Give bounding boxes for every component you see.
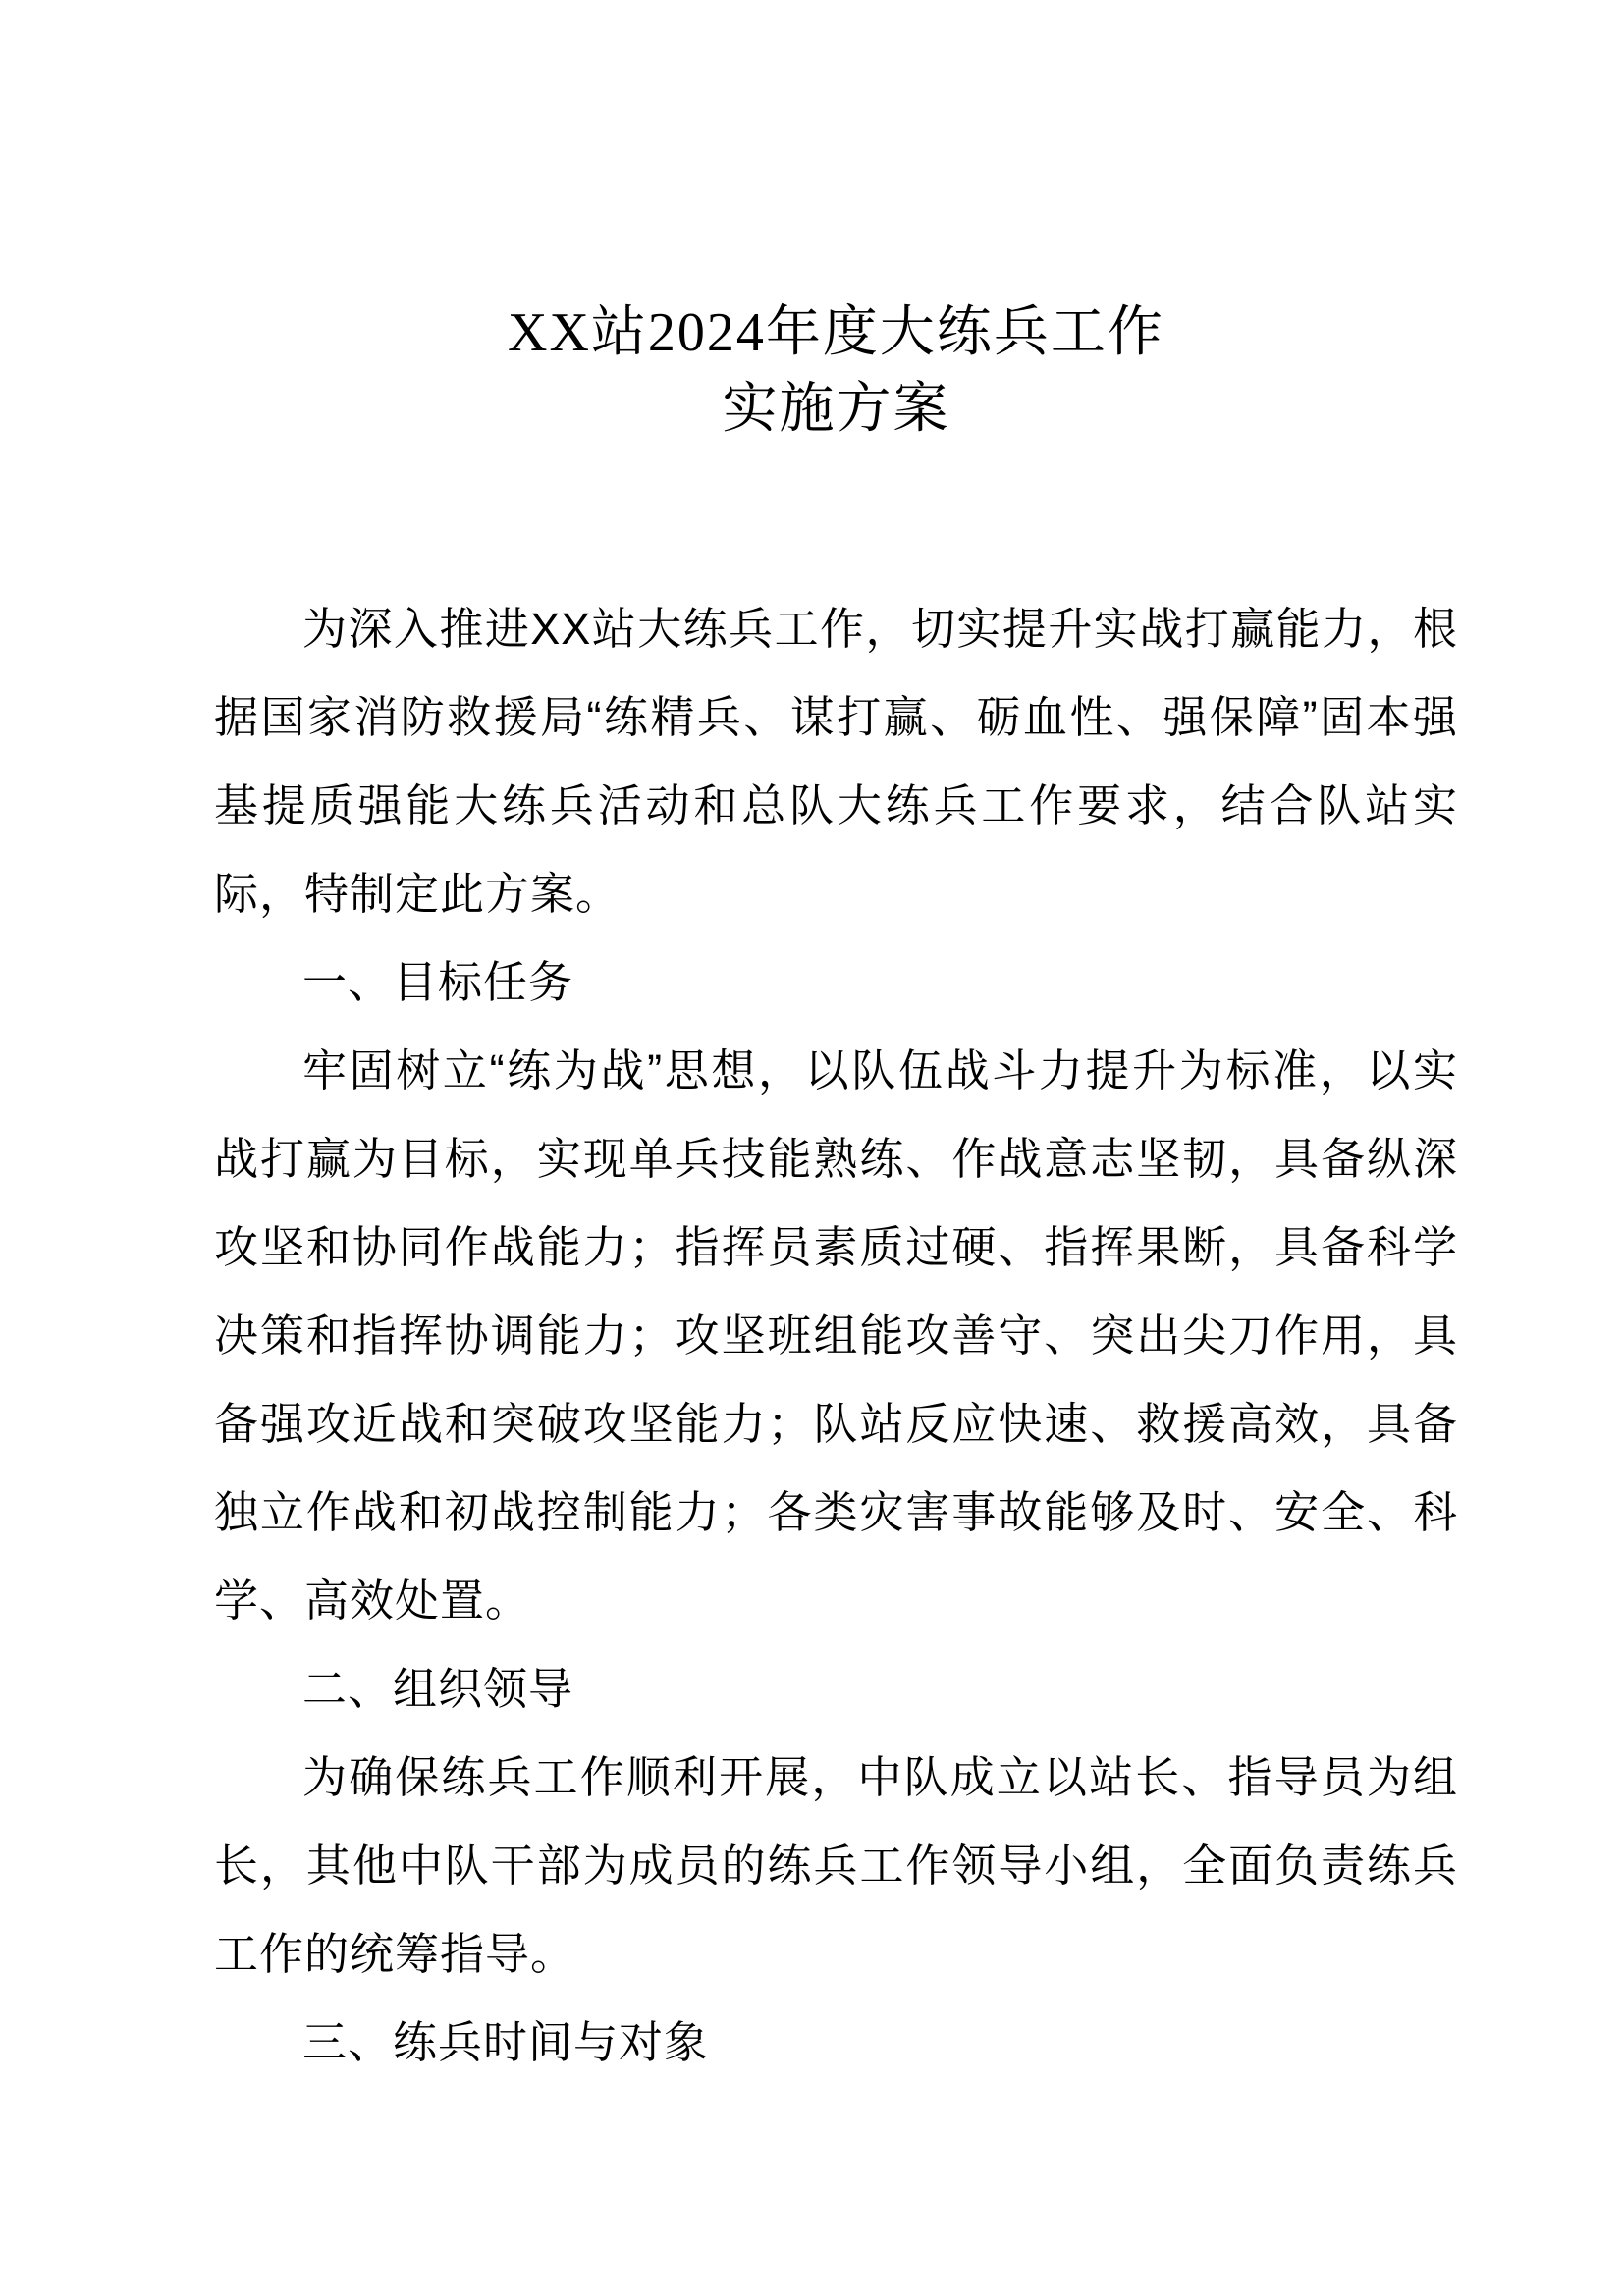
paragraph-section-2-body: 为确保练兵工作顺利开展，中队成立以站长、指导员为组长，其他中队干部为成员的练兵工作领导小组，全面负责练兵工作的统筹指导。 [214, 1752, 1458, 1979]
heading-section-1: 一、目标任务 [302, 957, 574, 1007]
heading-section-2: 二、组织领导 [302, 1664, 574, 1714]
document-body [214, 585, 1458, 2087]
document-title-line-2: 实施方案 [722, 379, 950, 440]
heading-section-3: 三、练兵时间与对象 [302, 2017, 710, 2067]
document-title [214, 294, 1458, 448]
document-title-line-1: XX站2024年度大练兵工作 [508, 302, 1164, 363]
paragraph-intro: 为深入推进XX站大练兵工作，切实提升实战打赢能力，根据国家消防救援局“练精兵、谋打赢、砺血性、强保障”固本强基提质强能大练兵活动和总队大练兵工作要求，结合队站实际，特制定此方案。 [214, 604, 1458, 919]
paragraph-section-1-body: 牢固树立“练为战”思想，以队伍战斗力提升为标准，以实战打赢为目标，实现单兵技能熟练、作战意志坚韧，具备纵深攻坚和协同作战能力；指挥员素质过硬、指挥果断，具备科学决策和指挥协调能力；攻坚班组能攻善守、突出尖刀作用，具备强攻近战和突破攻坚能力；队站反应快速、救援高效，具备独立作战和初战控制能力；各类灾害事故能够及时、安全、科学、高效处置。 [214, 1045, 1458, 1626]
